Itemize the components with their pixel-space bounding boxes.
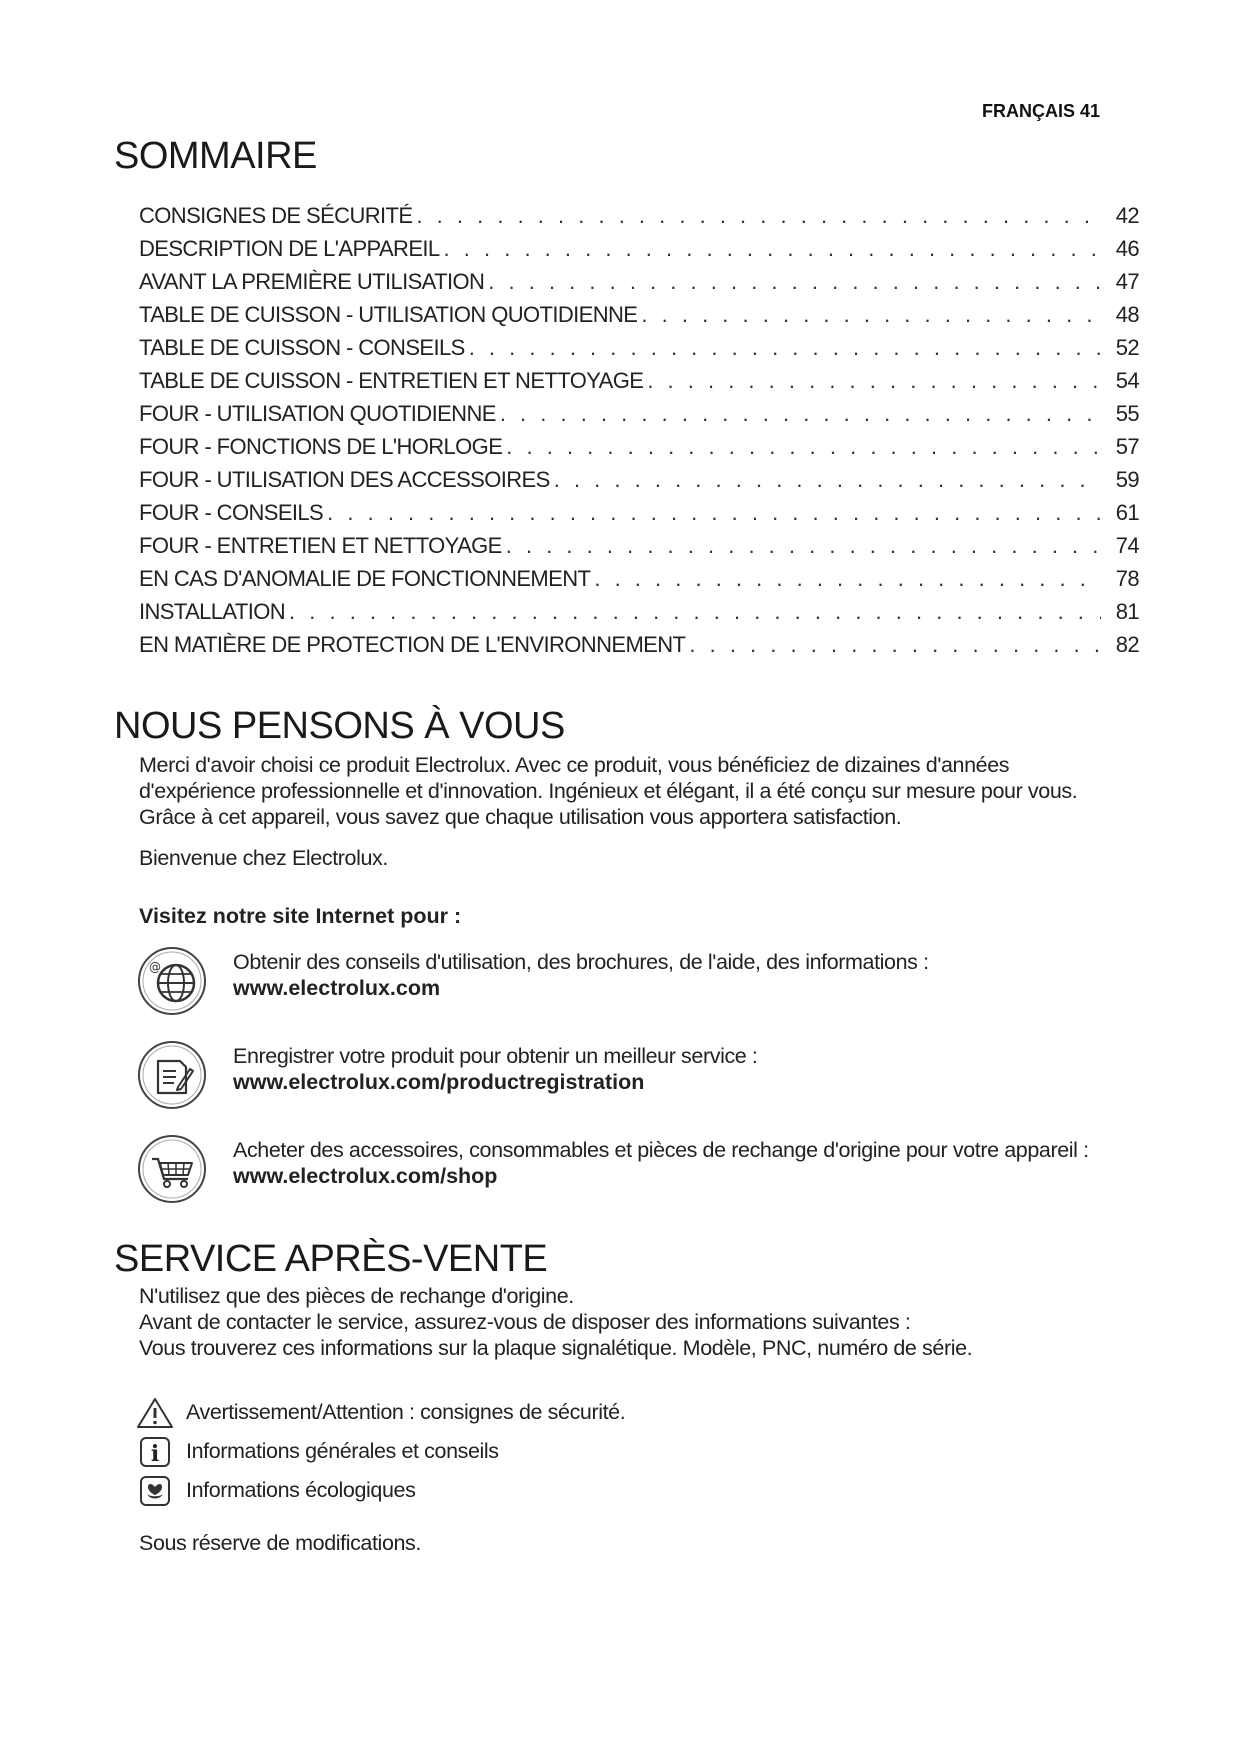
toc-entry-label: EN CAS D'ANOMALIE DE FONCTIONNEMENT [139, 566, 591, 591]
toc-entry-label: FOUR - CONSEILS [139, 500, 324, 525]
legend-label: Informations écologiques [186, 1478, 416, 1502]
toc-entry-page: 78 [1115, 566, 1139, 591]
info-icon [136, 1436, 174, 1468]
toc-entry-label: FOUR - ENTRETIEN ET NETTOYAGE [139, 533, 502, 558]
toc-leader-dots [416, 203, 1101, 229]
website-description: Obtenir des conseils d'utilisation, des brochures, de l'aide, des informations : [233, 950, 929, 974]
table-of-contents [139, 203, 1139, 665]
toc-entry-label: DESCRIPTION DE L'APPAREIL [139, 236, 440, 261]
toc-leader-dots [594, 566, 1101, 592]
shop-link-text [233, 1137, 1113, 1189]
globe-icon [136, 945, 208, 1017]
toc-entry[interactable] [139, 566, 1139, 599]
registration-link-item [136, 1039, 1136, 1129]
service-line: Avant de contacter le service, assurez-vous de disposer des informations suivantes : [139, 1310, 911, 1334]
toc-entry-label: FOUR - FONCTIONS DE L'HORLOGE [139, 434, 503, 459]
shop-description: Acheter des accessoires, consommables et pièces de rechange d'origine pour votre appareil : [233, 1138, 1089, 1162]
toc-leader-dots [641, 302, 1101, 328]
toc-leader-dots [554, 467, 1101, 493]
toc-entry-page: 59 [1115, 467, 1139, 492]
legend-label: Avertissement/Attention : consignes de sécurité. [186, 1400, 626, 1424]
toc-entry[interactable] [139, 533, 1139, 566]
toc-entry[interactable] [139, 368, 1139, 401]
shop-link-item [136, 1133, 1136, 1223]
sommaire-title: SOMMAIRE [114, 135, 317, 177]
toc-entry-page: 52 [1115, 335, 1139, 360]
toc-leader-dots [506, 533, 1101, 559]
toc-entry-label: INSTALLATION [139, 599, 286, 624]
toc-entry[interactable] [139, 203, 1139, 236]
ecology-icon [136, 1475, 174, 1507]
toc-entry-page: 54 [1115, 368, 1139, 393]
toc-entry[interactable] [139, 467, 1139, 500]
svg-text:@: @ [149, 960, 161, 974]
toc-leader-dots [488, 269, 1101, 295]
shop-url-link[interactable]: www.electrolux.com/shop [233, 1164, 498, 1188]
website-url-link[interactable]: www.electrolux.com [233, 976, 441, 1000]
toc-entry-label: CONSIGNES DE SÉCURITÉ [139, 203, 413, 228]
toc-leader-dots [506, 434, 1101, 460]
toc-entry-page: 81 [1115, 599, 1139, 624]
toc-entry[interactable] [139, 401, 1139, 434]
toc-entry[interactable] [139, 632, 1139, 665]
toc-entry[interactable] [139, 500, 1139, 533]
registration-url-link[interactable]: www.electrolux.com/productregistration [233, 1070, 645, 1094]
toc-entry-label: FOUR - UTILISATION DES ACCESSOIRES [139, 467, 550, 492]
toc-leader-dots [689, 632, 1101, 658]
toc-entry-label: TABLE DE CUISSON - ENTRETIEN ET NETTOYAGE [139, 368, 644, 393]
toc-leader-dots [500, 401, 1101, 427]
toc-leader-dots [289, 599, 1101, 625]
toc-entry[interactable] [139, 599, 1139, 632]
page-header: FRANÇAIS 41 [981, 101, 1100, 121]
toc-entry-label: TABLE DE CUISSON - UTILISATION QUOTIDIENNE [139, 302, 638, 327]
service-line: Vous trouverez ces informations sur la plaque signalétique. Modèle, PNC, numéro de série. [139, 1336, 973, 1360]
svg-text:i: i [150, 1440, 160, 1467]
service-paragraph [139, 1283, 1119, 1361]
visit-heading: Visitez notre site Internet pour : [139, 904, 462, 928]
legend-item [136, 1432, 936, 1471]
toc-entry-page: 46 [1115, 236, 1139, 261]
toc-leader-dots [469, 335, 1101, 361]
modification-notice: Sous réserve de modifications. [139, 1531, 421, 1555]
welcome-text: Bienvenue chez Electrolux. [139, 846, 388, 870]
toc-entry-page: 74 [1115, 533, 1139, 558]
toc-entry[interactable] [139, 335, 1139, 368]
toc-entry-label: EN MATIÈRE DE PROTECTION DE L'ENVIRONNEMENT [139, 632, 686, 657]
toc-entry-page: 48 [1115, 302, 1139, 327]
nous-pensons-title: NOUS PENSONS À VOUS [114, 705, 565, 747]
legend-item [136, 1471, 936, 1510]
toc-leader-dots [444, 236, 1101, 262]
registration-description: Enregistrer votre produit pour obtenir un meilleur service : [233, 1044, 758, 1068]
toc-entry-page: 57 [1115, 434, 1139, 459]
toc-leader-dots [647, 368, 1101, 394]
toc-leader-dots [327, 500, 1101, 526]
toc-entry-page: 55 [1115, 401, 1139, 426]
registration-form-icon [136, 1039, 208, 1111]
website-link-text [233, 949, 1113, 1001]
toc-entry[interactable] [139, 269, 1139, 302]
shopping-cart-icon [136, 1133, 208, 1205]
toc-entry-label: TABLE DE CUISSON - CONSEILS [139, 335, 465, 360]
toc-entry[interactable] [139, 434, 1139, 467]
toc-entry[interactable] [139, 236, 1139, 269]
website-link-item [136, 945, 1136, 1035]
symbol-legend [136, 1393, 936, 1510]
toc-entry-page: 82 [1115, 632, 1139, 657]
registration-link-text [233, 1043, 1113, 1095]
toc-entry-label: AVANT LA PREMIÈRE UTILISATION [139, 269, 485, 294]
toc-entry-page: 42 [1115, 203, 1139, 228]
legend-label: Informations générales et conseils [186, 1439, 499, 1463]
warning-icon [136, 1397, 174, 1429]
toc-entry[interactable] [139, 302, 1139, 335]
toc-entry-page: 47 [1115, 269, 1139, 294]
toc-entry-label: FOUR - UTILISATION QUOTIDIENNE [139, 401, 496, 426]
toc-entry-page: 61 [1115, 500, 1139, 525]
legend-item [136, 1393, 936, 1432]
intro-paragraph: Merci d'avoir choisi ce produit Electrolux. Avec ce produit, vous bénéficiez de dizaines d'années d'expérience professionnelle et d'innovation. Ingénieux et élégant, il a été conçu sur mesure pour vous. Grâce à cet appareil, vous savez que chaque utilisation vous apportera satisfaction. [139, 753, 1078, 829]
service-title: SERVICE APRÈS-VENTE [114, 1238, 548, 1280]
service-line: N'utilisez que des pièces de rechange d'origine. [139, 1284, 574, 1308]
